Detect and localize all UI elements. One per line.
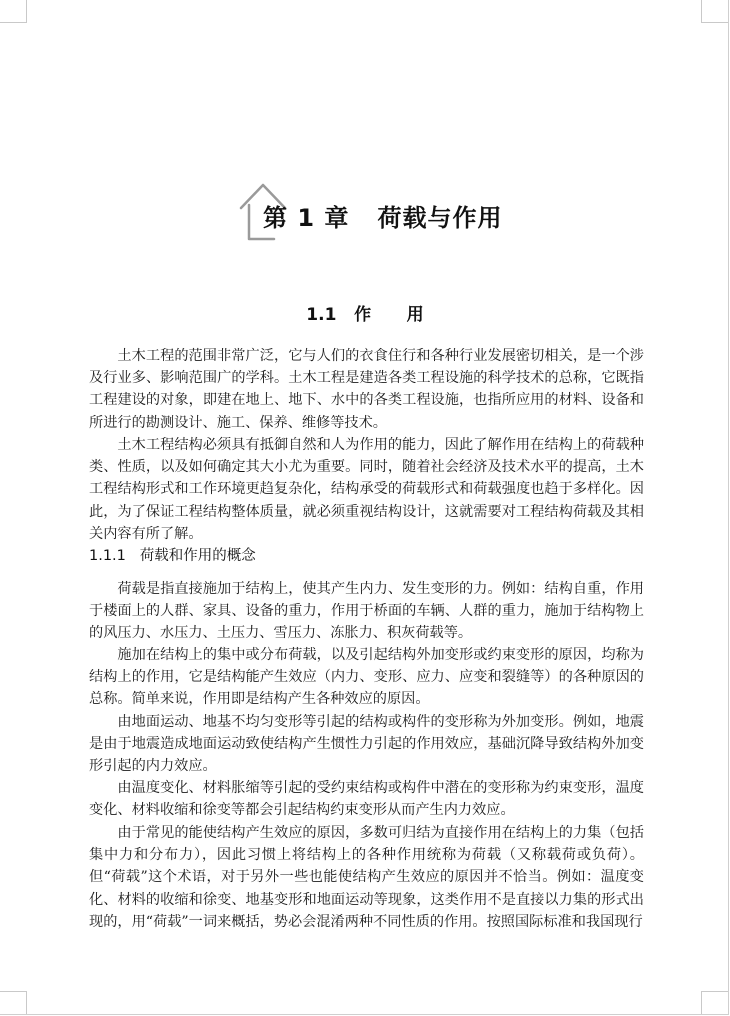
paragraph-intro-1: 土木工程的范围非常广泛，它与人们的衣食住行和各种行业发展密切相关，是一个涉及行业多、影响范围广的学科。土木工程是建造各类工程设施的科学技术的总称，它既指工程建设的对象，即建在地上、地下、水中的各类工程设施，也指所应用的材料、设备和所进行的勘测设计、施工、保养、维修等技术。	[89, 348, 644, 431]
paragraph-intro-2: 土木工程结构必须具有抵御自然和人为作用的能力，因此了解作用在结构上的荷载种类、性质，以及如何确定其大小尤为重要。同时，随着社会经济及技术水平的提高，土木工程结构形式和工作环境更趋复杂化，结构承受的荷载形式和荷载强度也趋于多样化。因此，为了保证工程结构整体质量，就必须重视结构设计，这就需要对工程结构荷载及其相关内容有所了解。	[89, 437, 644, 542]
paragraph-body-5: 由于常见的能使结构产生效应的原因，多数可归结为直接作用在结构上的力集（包括集中力和分布力），因此习惯上将结构上的各种作用统称为荷载（又称载荷或负荷）。但“荷载”这个术语，对于另外一些也能使结构产生效应的原因并不恰当。例如：温度变化、材料的收缩和徐变、地基变形和地面运动等现象，这类作用不是直接以力集的形式出现的，用“荷载”一词来概括，势必会混淆两种不同性质的作用。按照国际标准和我国现行	[89, 825, 644, 930]
paragraph-body-3: 由地面运动、地基不均匀变形等引起的结构或构件的变形称为外加变形。例如，地震是由于地震造成地面运动致使结构产生惯性力引起的作用效应，基础沉降导致结构外加变形引起的内力效应。	[89, 714, 644, 775]
crop-mark-top-left	[0, 0, 27, 23]
crop-mark-bottom-left	[0, 991, 27, 1014]
paragraph-body-4: 由温度变化、材料胀缩等引起的受约束结构或构件中潜在的变形称为约束变形，温度变化、材料收缩和徐变等都会引起结构约束变形从而产生内力效应。	[89, 780, 644, 819]
chapter-title: 第 1 章 荷载与作用	[263, 203, 503, 232]
crop-mark-top-right	[701, 0, 728, 23]
chapter-heading	[238, 182, 502, 242]
paragraph-body-1: 荷载是指直接施加于结构上，使其产生内力、发生变形的力。例如：结构自重，作用于楼面上的人群、家具、设备的重力，作用于桥面的车辆、人群的重力，施加于结构物上的风压力、水压力、土压力、雪压力、冻胀力、积灰荷载等。	[89, 581, 644, 642]
subsection-title: 1.1.1 荷载和作用的概念	[89, 548, 256, 564]
section-title: 1.1 作 用	[306, 305, 424, 325]
crop-mark-bottom-right	[701, 991, 728, 1014]
paragraph-body-2: 施加在结构上的集中或分布荷载，以及引起结构外加变形或约束变形的原因，均称为结构上的作用，它是结构能产生效应（内力、变形、应力、应变和裂缝等）的各种原因的总称。简单来说，作用即是结构产生各种效应的原因。	[89, 647, 644, 708]
